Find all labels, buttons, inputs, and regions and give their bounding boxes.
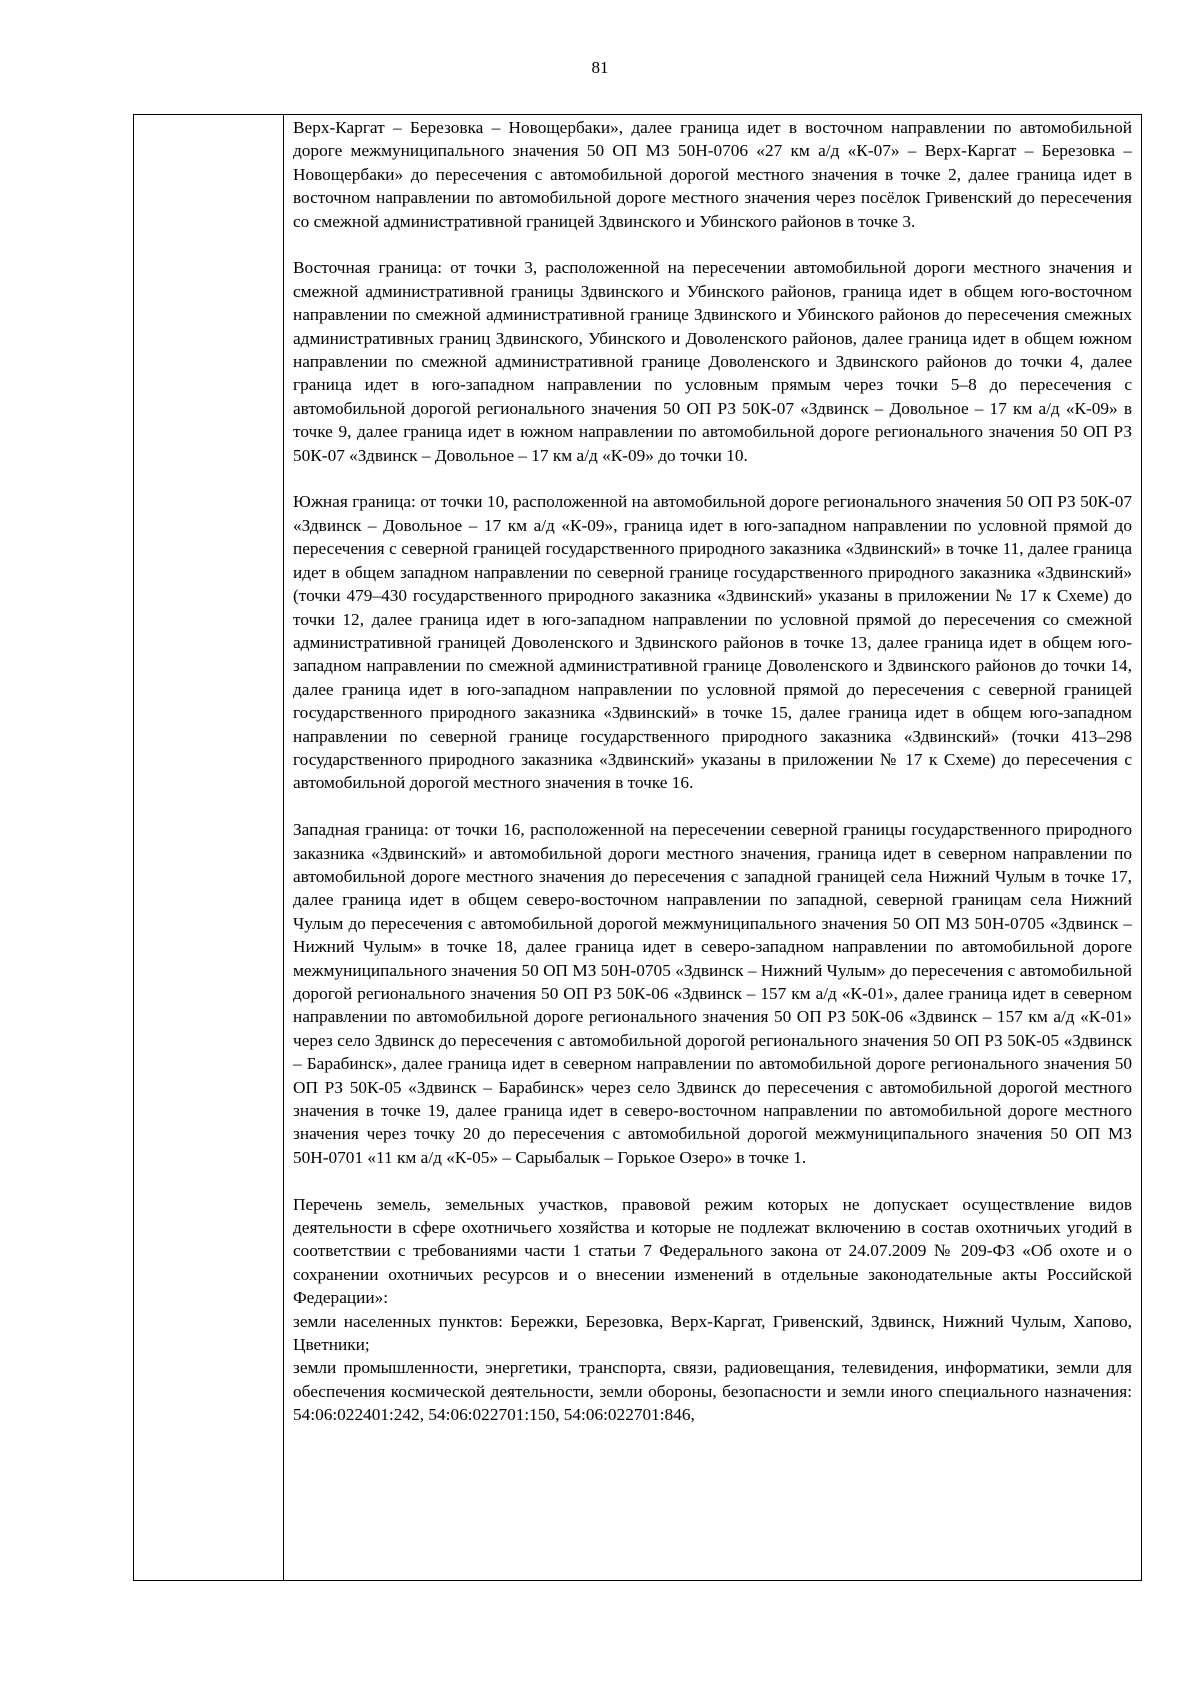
paragraph-excluded-lands-intro: Перечень земель, земельных участков, правовой режим которых не допускает осуществление видов деятельности в сфере охотничьего хозяйства и которые не подлежат включению в состав охотничьих угодий в соответствии с требованиями части 1 статьи 7 Федерального закона от 24.07.2009 № 209-ФЗ «Об охоте и о сохранении охотничьих ресурсов и о внесении изменений в отдельные законодательные акты Российской Федерации»: (293, 1194, 1132, 1308)
table-left-column (134, 115, 284, 1580)
paragraph-south-border: Южная граница: от точки 10, расположенной на автомобильной дороге регионального значения 50 ОП РЗ 50К-07 «Здвинск – Довольное – 17 км а/д «К-09», граница идет в юго-западном направлении по условной прямой до пересечения с северной границей государственного природного заказника «Здвинский» в точке 11, далее граница идет в общем западном направлении по северной границе государственного природного заказника «Здвинский» (точки 479–430 государственного природного заказника «Здвинский» указаны в приложении № 17 к Схеме) до точки 12, далее граница идет в юго-западном направлении по условной прямой до пересечения со смежной административной границей Доволенского и Здвинского районов в точке 13, далее граница идет в общем юго-западном направлении по смежной административной границе Доволенского и Здвинского районов до точки 14, далее граница идет в юго-западном направлении по условной прямой до пересечения с северной границей государственного природного заказника «Здвинский» в точке 15, далее граница идет в общем юго-западном направлении по северной границе государственного природного заказника «Здвинский» (точки 413–298 государственного природного заказника «Здвинский» указаны в приложении № 17 к Схеме) до пересечения с автомобильной дорогой местного значения в точке 16. (293, 492, 1132, 793)
page-number: 81 (591, 58, 609, 77)
paragraph-special-purpose-lands: земли промышленности, энергетики, транспорта, связи, радиовещания, телевидения, информатики, земли для обеспечения космической деятельности, земли обороны, безопасности и земли иного специального назначения: 54:06:022401:242, 54:06:022701:150, 54:06:022701:846, (293, 1358, 1132, 1425)
document-table (133, 114, 1142, 1581)
paragraph-settlement-lands: земли населенных пунктов: Бережки, Березовка, Верх-Каргат, Гривенский, Здвинск, Нижний Чулым, Хапово, Цветники; (293, 1311, 1132, 1355)
paragraph-west-border: Западная граница: от точки 16, расположенной на пересечении северной границы государственного природного заказника «Здвинский» и автомобильной дороги местного значения, граница идет в северном направлении по автомобильной дороге местного значения до пересечения с западной границей села Нижний Чулым в точке 17, далее граница идет в общем северо-восточном направлении по западной, северной границам села Нижний Чулым до пересечения с автомобильной дорогой межмуниципального значения 50 ОП МЗ 50Н-0705 «Здвинск – Нижний Чулым» в точке 18, далее граница идет в северо-западном направлении по автомобильной дороге межмуниципального значения 50 ОП МЗ 50Н-0705 «Здвинск – Нижний Чулым» до пересечения с автомобильной дорогой регионального значения 50 ОП РЗ 50К-06 «Здвинск – 157 км а/д «К-01», далее граница идет в северном направлении по автомобильной дороге регионального значения 50 ОП РЗ 50К-06 «Здвинск – 157 км а/д «К-01» через село Здвинск до пересечения с автомобильной дорогой регионального значения 50 ОП РЗ 50К-05 «Здвинск – Барабинск», далее граница идет в северном направлении по автомобильной дороге регионального значения 50 ОП РЗ 50К-05 «Здвинск – Барабинск» через село Здвинск до пересечения с автомобильной дорогой местного значения в точке 19, далее граница идет в северо-восточном направлении по автомобильной дороге местного значения через точку 20 до пересечения с автомобильной дорогой межмуниципального значения 50 ОП МЗ 50Н-0701 «11 км а/д «К-05» – Сарыбалык – Горькое Озеро» в точке 1. (293, 820, 1132, 1167)
paragraph-east-border: Восточная граница: от точки 3, расположенной на пересечении автомобильной дороги местного значения и смежной административной границы Здвинского и Убинского районов, граница идет в общем юго-восточном направлении по смежной административной границе Здвинского и Убинского районов до пересечения смежных административных границ Здвинского, Убинского и Доволенского районов, далее граница идет в общем южном направлении по смежной административной границе Доволенского и Здвинского районов до точки 4, далее граница идет в юго-западном направлении по условным прямым через точки 5–8 до пересечения с автомобильной дорогой регионального значения 50 ОП РЗ 50К-07 «Здвинск – Довольное – 17 км а/д «К-09» в точке 9, далее граница идет в южном направлении по автомобильной дороге регионального значения 50 ОП РЗ 50К-07 «Здвинск – Довольное – 17 км а/д «К-09» до точки 10. (293, 258, 1132, 465)
paragraph-north-border-continued: Верх-Каргат – Березовка – Новощербаки», далее граница идет в восточном направлении по автомобильной дороге межмуниципального значения 50 ОП МЗ 50Н-0706 «27 км а/д «К-07» – Верх-Каргат – Березовка – Новощербаки» до пересечения с автомобильной дорогой местного значения в точке 2, далее граница идет в восточном направлении по автомобильной дороге местного значения через посёлок Гривенский до пересечения со смежной административной границей Здвинского и Убинского районов в точке 3. (293, 118, 1132, 231)
table-content-cell (285, 115, 1141, 1427)
